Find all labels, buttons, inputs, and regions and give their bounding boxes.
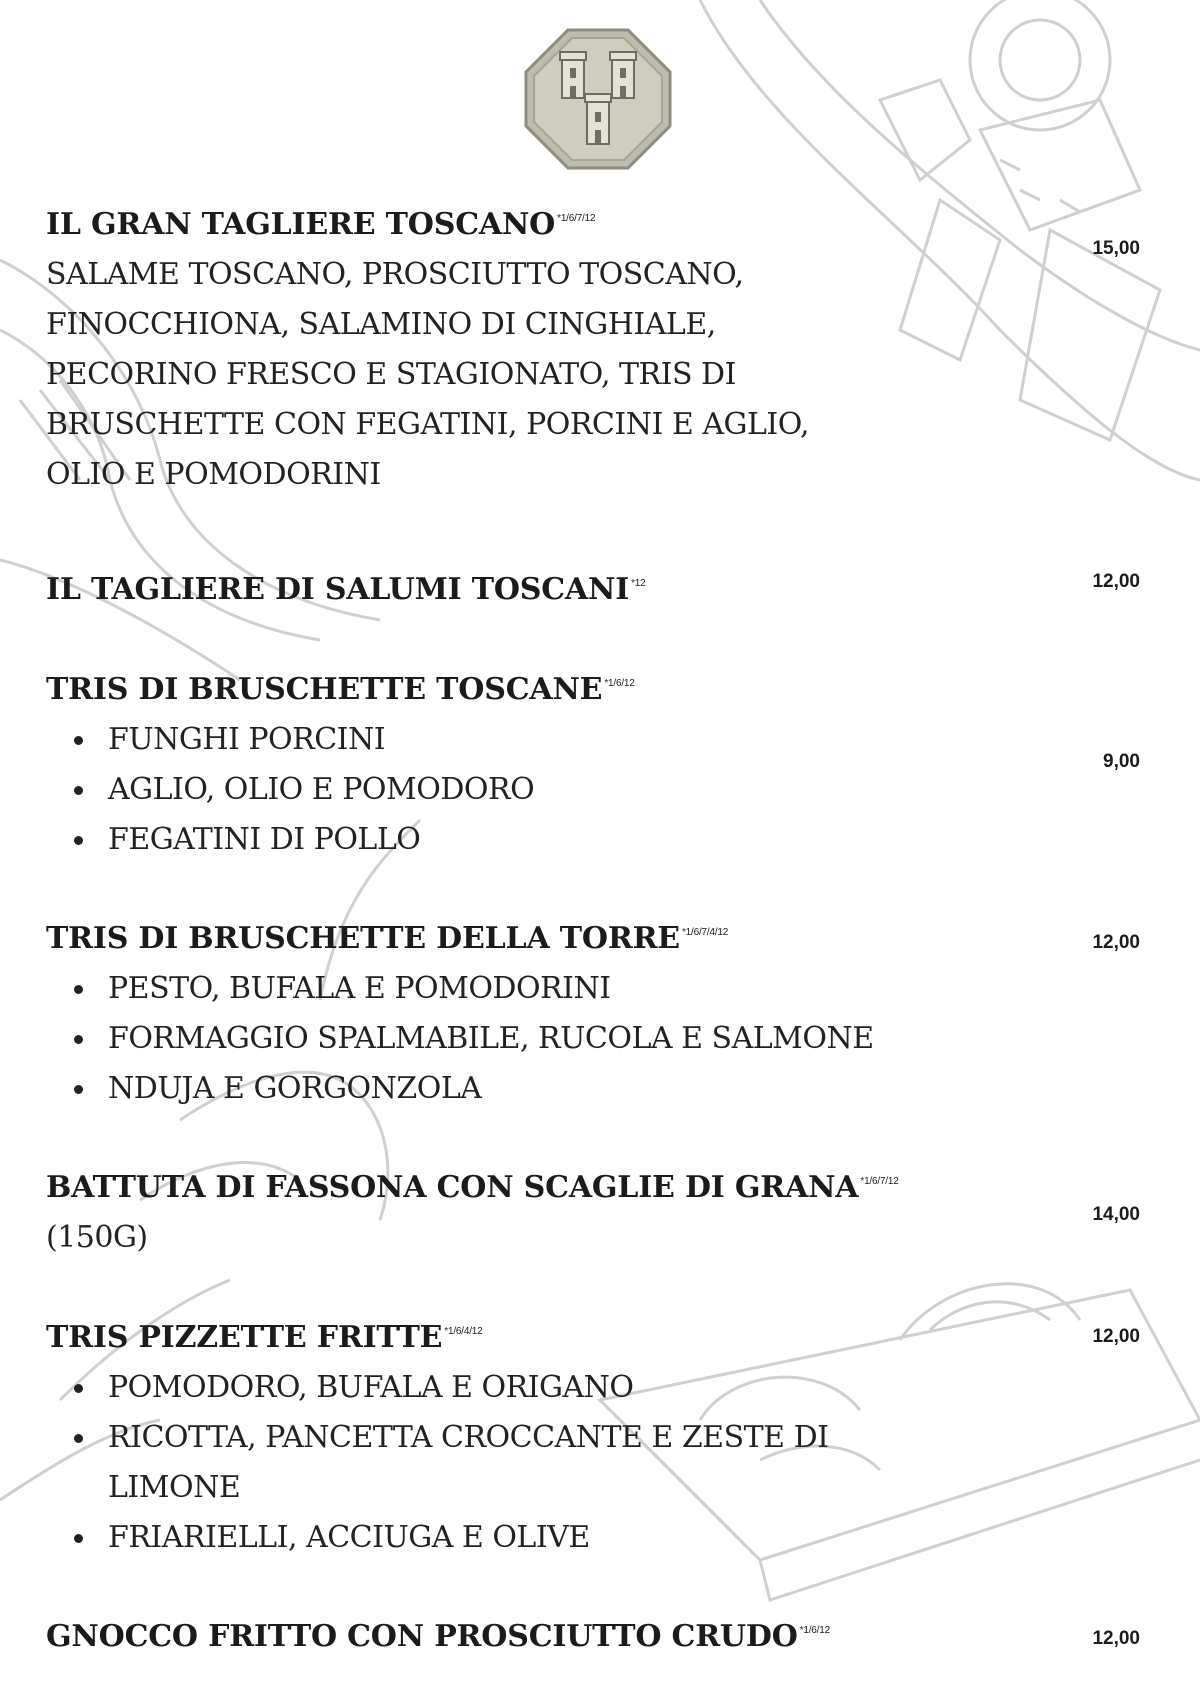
allergen-codes: *12 xyxy=(631,578,646,589)
menu-item xyxy=(46,1612,830,1662)
menu-item xyxy=(46,914,874,1114)
item-price: 12,00 xyxy=(1092,932,1140,953)
list-item: PESTO, BUFALA E POMODORINI xyxy=(46,964,874,1014)
allergen-codes: *1/6/7/12 xyxy=(860,1176,899,1187)
item-price: 15,00 xyxy=(1092,238,1140,259)
list-item: RICOTTA, PANCETTA CROCCANTE E ZESTE DI LIMONE xyxy=(46,1413,968,1513)
allergen-codes: *1/6/4/12 xyxy=(444,1326,483,1337)
list-item: AGLIO, OLIO E POMODORO xyxy=(46,765,635,815)
item-title: GNOCCO FRITTO CON PROSCIUTTO CRUDO $^{*1/6/12}$ xyxy=(46,1619,830,1654)
list-item: POMODORO, BUFALA E ORIGANO xyxy=(46,1363,968,1413)
item-bullet-list xyxy=(46,715,635,865)
item-price: 9,00 xyxy=(1103,751,1140,772)
item-price: 12,00 xyxy=(1092,1326,1140,1347)
item-price: 12,00 xyxy=(1092,571,1140,592)
list-item: FUNGHI PORCINI xyxy=(46,715,635,765)
menu-item xyxy=(46,565,645,615)
item-title: TRIS PIZZETTE FRITTE $^{*1/6/4/12}$ xyxy=(46,1320,483,1355)
item-title: IL TAGLIERE DI SALUMI TOSCANI $^{*12}$ xyxy=(46,572,646,607)
menu-item xyxy=(46,1313,968,1563)
item-description: SALAME TOSCANO, PROSCIUTTO TOSCANO, FINOCCHIONA, SALAMINO DI CINGHIALE, PECORINO FRESCO E STAGIONATO, TRIS DI BRUSCHETTE CON FEGATINI, PORCINI E AGLIO, OLIO E POMODORINI xyxy=(46,257,810,492)
menu-item xyxy=(46,200,809,500)
allergen-codes: *1/6/7/4/12 xyxy=(681,927,729,938)
list-item: FRIARIELLI, ACCIUGA E OLIVE xyxy=(46,1513,968,1563)
tower-logo xyxy=(524,28,672,170)
item-bullet-list xyxy=(46,964,874,1114)
allergen-codes: *1/6/7/12 xyxy=(557,213,596,224)
item-price: 12,00 xyxy=(1092,1628,1140,1649)
item-title: BATTUTA DI FASSONA CON SCAGLIE DI GRANA $^{*1/6/7/12}$ xyxy=(46,1170,899,1205)
item-title: TRIS DI BRUSCHETTE TOSCANE $^{*1/6/12}$ xyxy=(46,672,635,707)
menu-item xyxy=(46,665,635,865)
item-price: 14,00 xyxy=(1092,1204,1140,1225)
list-item: NDUJA E GORGONZOLA xyxy=(46,1064,874,1114)
menu-item xyxy=(46,1163,899,1263)
list-item: FORMAGGIO SPALMABILE, RUCOLA E SALMONE xyxy=(46,1014,874,1064)
list-item: FEGATINI DI POLLO xyxy=(46,815,635,865)
item-title: IL GRAN TAGLIERE TOSCANO $^{*1/6/7/12}$ xyxy=(46,207,596,242)
allergen-codes: *1/6/12 xyxy=(604,678,635,689)
item-bullet-list xyxy=(46,1363,968,1563)
allergen-codes: *1/6/12 xyxy=(799,1625,830,1636)
item-portion: (150G) xyxy=(46,1220,148,1255)
item-title: TRIS DI BRUSCHETTE DELLA TORRE $^{*1/6/7/4/12}$ xyxy=(46,921,729,956)
